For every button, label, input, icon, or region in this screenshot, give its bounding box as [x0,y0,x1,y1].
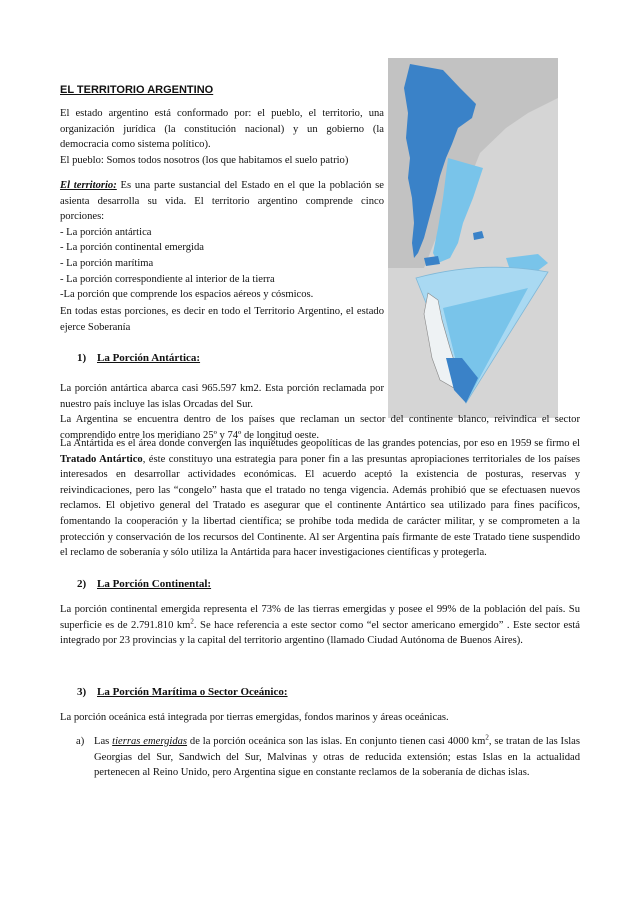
pueblo-text: El pueblo: Somos todos nosotros (los que habitamos el suelo patrio) [60,154,349,166]
item-a-text-mid: de la porción oceánica son las islas. En conjunto tienen casi 4000 km [187,736,486,747]
tratado-antartico-term: Tratado Antártico [60,453,143,465]
page-title: EL TERRITORIO ARGENTINO [60,84,214,96]
section-number: 2) [77,578,87,590]
superscript: 2 [485,733,489,742]
section-label: La Porción Marítima o Sector Oceánico: [97,686,288,698]
list-item: - La porción correspondiente al interior de la tierra [60,273,275,285]
list-item: - La porción antártica [60,226,152,238]
maritima-item-a-marker: a) [76,736,85,747]
argentina-map [388,58,558,418]
superscript: 2 [190,617,194,626]
section-heading-maritima [77,686,288,698]
antartica-text-3c: , éste constituyo una estrategia para poner fin a las presuntas apropiaciones territoriales de los países interesados en desarrollar actividades económicas. El acuerdo aceptó la existencia de posturas, reservas y reivindicaciones, pero las “congelo” hasta que el tratado no tenga vigencia. Además prohibió que se efectuasen nuevos reclamos. El objetivo general del Tratado es asegurar que el continente Antártico sea utilizado para fines pacíficos, fomentando la cooperación y la libertad científica; se prohíbe toda medida de carácter militar, y se comprometen a la protección y conservación de los recursos del Continente. Al ser Argentina país firmante de este Tratado tiene suspendido el reclamo de soberanía y sólo utiliza la Antártida para hacer investigaciones científicas y protegerla. [60,453,580,559]
item-a-text-pre: Las [94,736,113,747]
section-label: La Porción Antártica: [97,352,201,364]
maritima-paragraph: La porción oceánica está integrada por tierras emergidas, fondos marinos y áreas oceánicas. [60,712,449,723]
intro-paragraph [60,106,384,168]
section-heading-continental [77,578,211,590]
list-item: - La porción marítima [60,257,154,269]
continental-paragraph [60,602,580,649]
territorio-term: El territorio: [60,180,117,191]
antartica-paragraph-3 [60,436,580,561]
section-number: 1) [77,352,87,364]
list-item: - La porción continental emergida [60,242,204,254]
soberania-paragraph: En todas estas porciones, es decir en todo el Territorio Argentino, el estado ejerce Soberanía [60,306,384,333]
antartica-text-1: La porción antártica abarca casi 965.597 km2. Esta porción reclamada por nuestro país incluye las islas Orcadas del Sur. [60,383,384,410]
section-number: 3) [77,686,87,698]
continental-text-a: La porción continental emergida representa el 73% de las tierras emergidas y posee el 99% de la población del país. Su superficie es de 2.791.810 km [60,604,580,631]
list-item: -La porción que comprende los espacios aéreos y cósmicos. [60,289,314,301]
continental-text-b: . Se hace referencia a este sector como “el sector americano emergido” . Este sector está integrado por 23 provincias y la capital del territorio argentino (llamado Ciudad Autónoma de Buenos Aires). [60,619,580,647]
section-heading-antartica [77,352,200,364]
antartica-paragraph-1 [60,381,384,412]
item-a-text-post: , se tratan de las Islas Georgias del Sur, Sandwich del Sur, Malvinas y otras de reducida extensión; estas Islas en la actualidad pertenecen al Reino Unido, pero Argentina sigue en constante reclamos de la soberanía de dichas islas. [94,736,580,779]
maritima-item-a [94,734,580,781]
antartica-text-2: La Argentina se encuentra dentro de los países que reclaman un sector del continente blanco, reivindica el sector comprendido entre los meridiano 25º y 74º de longitud oeste. [60,414,580,441]
intro-text: El estado argentino está conformado por: el pueblo, el territorio, una organización jurídica (la constitución nacional) y un gobierno (la democracia como sistema político). [60,108,384,151]
tierras-emergidas-term: tierras emergidas [112,736,188,747]
section-label: La Porción Continental: [97,578,212,590]
territorio-definition: Es una parte sustancial del Estado en el que la población se asienta desarrolla su vida. El territorio argentino comprende cinco porciones: [60,180,385,223]
antartica-text-3a: La Antártida es el área donde convergen las inquietudes geopolíticas de las grandes potencias, por eso en 1959 se firmo el [60,438,580,449]
territorio-paragraph [60,178,384,303]
